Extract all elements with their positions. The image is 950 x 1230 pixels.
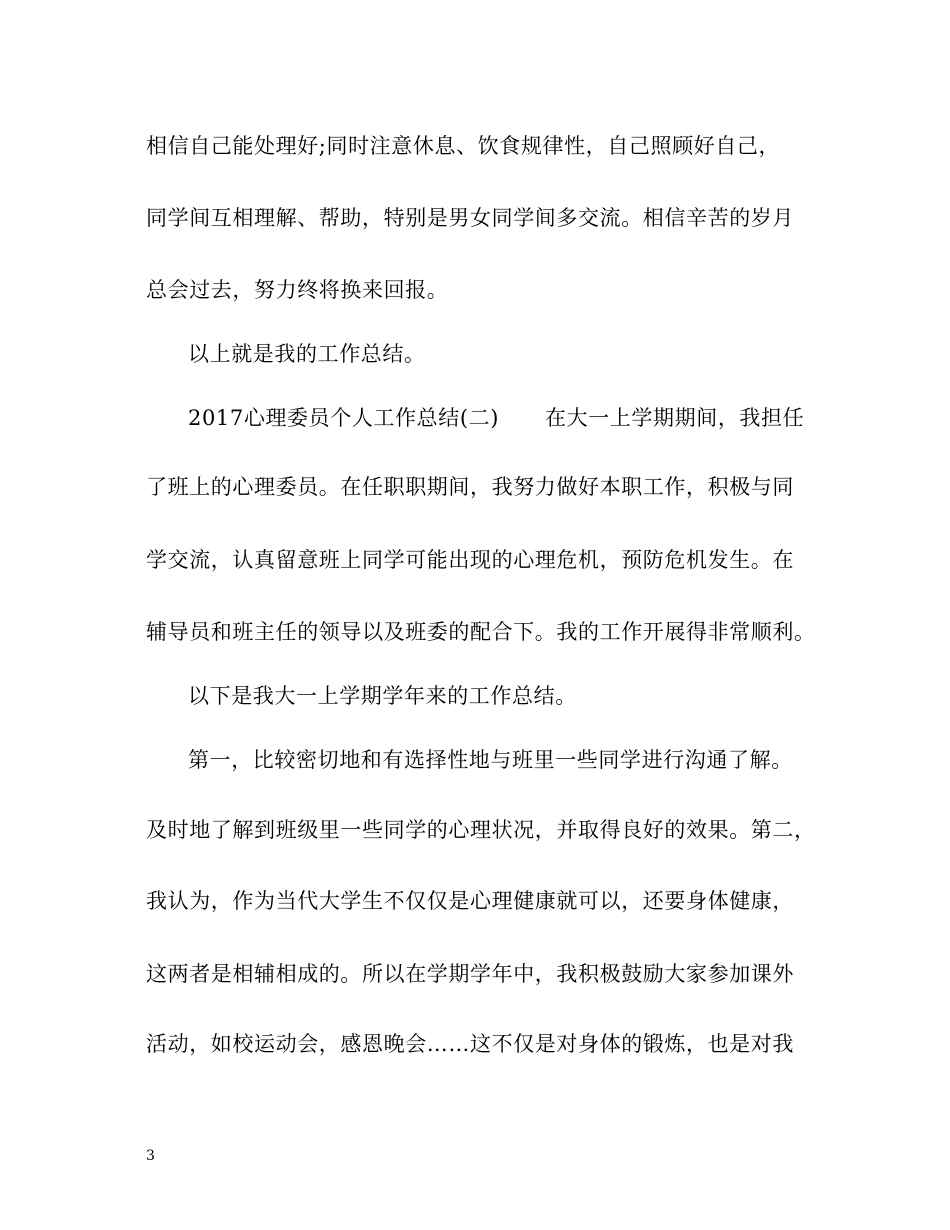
text-line: 第一，比较密切地和有选择性地与班里一些同学进行沟通了解。 xyxy=(188,748,793,772)
page-number: 3 xyxy=(146,1148,155,1164)
text-line: 同学间互相理解、帮助，特别是男女同学间多交流。相信辛苦的岁月 xyxy=(146,206,794,230)
text-line: 以上就是我的工作总结。 xyxy=(188,342,426,366)
text-line: 及时地了解到班级里一些同学的心理状况，并取得良好的效果。第二， xyxy=(146,818,816,842)
text-line: 我认为，作为当代大学生不仅仅是心理健康就可以，还要身体健康， xyxy=(146,889,794,913)
text-line: 活动，如校运动会，感恩晚会……这不仅是对身体的锻炼，也是对我 xyxy=(146,1032,794,1056)
section-title: 2017心理委员个人工作总结(二) xyxy=(188,406,500,430)
text-line: 学交流，认真留意班上同学可能出现的心理危机，预防危机发生。在 xyxy=(146,548,794,572)
text-line: 相信自己能处理好;同时注意休息、饮食规律性，自己照顾好自己， xyxy=(146,134,781,158)
section-heading-line xyxy=(188,404,804,432)
text-line: 总会过去，努力终将换来回报。 xyxy=(146,278,449,302)
text-line: 这两者是相辅相成的。所以在学期学年中，我积极鼓励大家参加课外 xyxy=(146,962,794,986)
text-line: 以下是我大一上学期学年来的工作总结。 xyxy=(188,684,577,708)
paragraph-start: 在大一上学期期间，我担任 xyxy=(545,406,805,430)
text-line: 辅导员和班主任的领导以及班委的配合下。我的工作开展得非常顺利。 xyxy=(146,620,816,644)
text-line: 了班上的心理委员。在任职职期间，我努力做好本职工作，积极与同 xyxy=(146,475,794,499)
